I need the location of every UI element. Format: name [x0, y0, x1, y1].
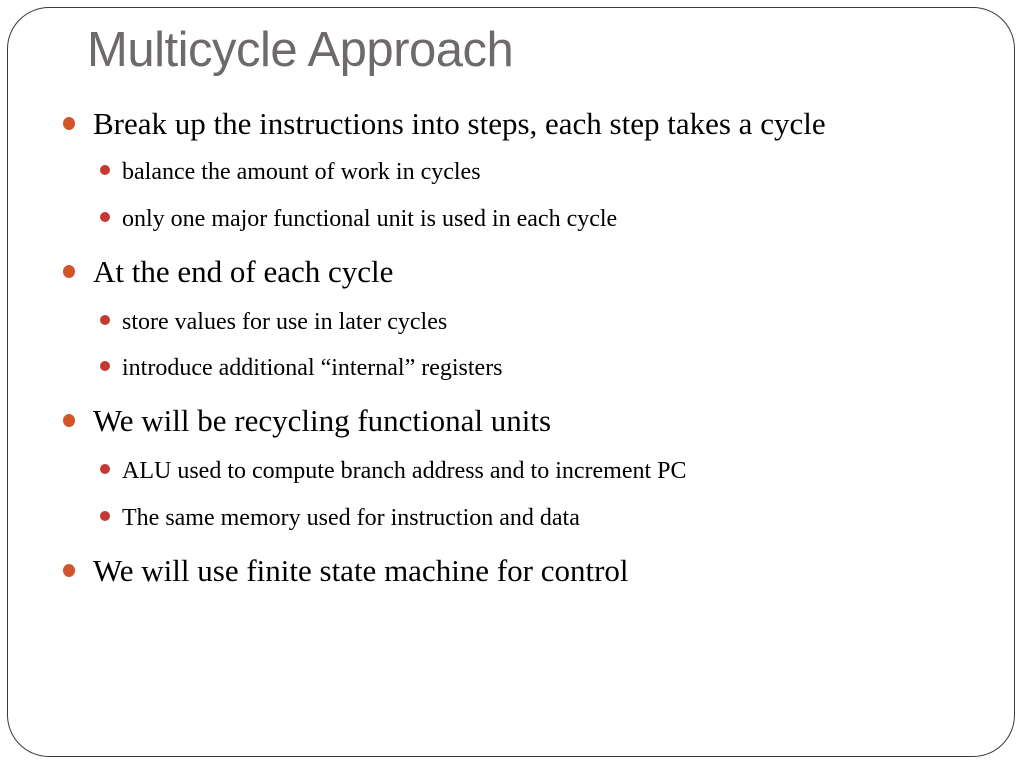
- bullet-dot-icon: [63, 564, 75, 577]
- bullet-text: We will be recycling functional units: [93, 403, 552, 438]
- bullet-dot-icon: [63, 265, 75, 278]
- bullet-text: At the end of each cycle: [93, 254, 394, 289]
- sub-bullet-dot-icon: [100, 212, 110, 222]
- bullet-dot-icon: [63, 117, 75, 130]
- slide-title: Multicycle Approach: [87, 23, 514, 77]
- sub-bullet-item: [100, 356, 503, 380]
- sub-bullet-text: introduce additional “internal” registers: [122, 355, 503, 381]
- sub-bullet-item: [100, 310, 447, 334]
- sub-bullet-item: [100, 506, 580, 530]
- sub-bullet-text: balance the amount of work in cycles: [122, 159, 481, 185]
- sub-bullet-text: store values for use in later cycles: [122, 309, 448, 335]
- sub-bullet-item: [100, 207, 617, 231]
- bullet-item: [63, 256, 393, 287]
- sub-bullet-dot-icon: [100, 361, 110, 371]
- bullet-text: Break up the instructions into steps, each step takes a cycle: [93, 106, 826, 141]
- bullet-item: [63, 405, 551, 436]
- sub-bullet-item: [100, 459, 687, 483]
- sub-bullet-dot-icon: [100, 165, 110, 175]
- sub-bullet-dot-icon: [100, 315, 110, 325]
- sub-bullet-dot-icon: [100, 464, 110, 474]
- sub-bullet-dot-icon: [100, 511, 110, 521]
- bullet-item: [63, 108, 826, 139]
- bullet-item: [63, 555, 629, 586]
- sub-bullet-text: ALU used to compute branch address and to increment PC: [122, 458, 687, 484]
- sub-bullet-item: [100, 160, 481, 184]
- bullet-dot-icon: [63, 414, 75, 427]
- sub-bullet-text: The same memory used for instruction and data: [122, 505, 580, 531]
- sub-bullet-text: only one major functional unit is used in each cycle: [122, 206, 618, 232]
- bullet-text: We will use finite state machine for control: [93, 553, 629, 588]
